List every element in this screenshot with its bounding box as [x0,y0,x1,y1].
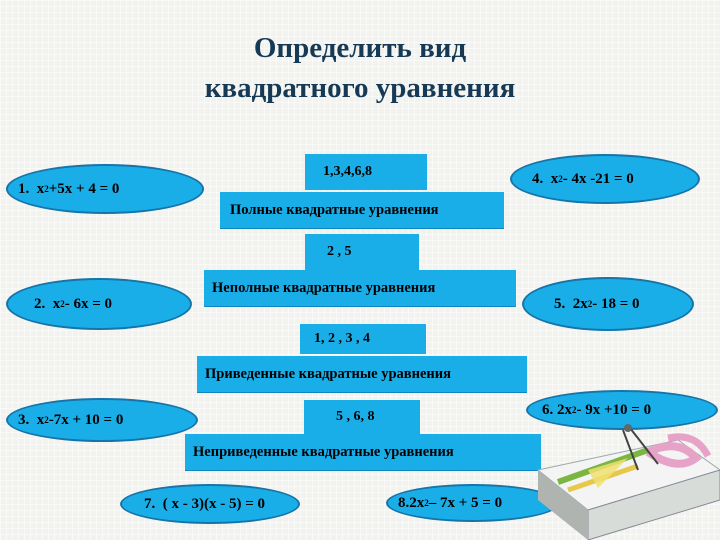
book-illustration [528,400,720,540]
equation-6-oval[interactable]: 6. 2x 2 - 9x +10 = 0 [526,390,718,430]
label-text: Приведенные квадратные уравнения [205,365,451,382]
title-line-1: Определить вид [253,32,467,64]
full-equations-label [220,192,504,228]
label-text: Неполные квадратные уравнения [212,279,436,296]
equation-2-oval[interactable]: 2. x 2 - 6x = 0 [6,278,192,330]
equation-lhs: x [36,411,45,428]
reduced-answers-box [300,324,426,354]
equation-lhs: 2x [557,401,572,418]
equation-text: ( x - 3)(x - 5) = 0 [162,495,266,512]
equation-number: 8. [398,494,410,511]
equation-rest: - 6x = 0 [64,295,113,312]
equation-lhs: 2x [409,494,425,511]
equation-rest: - 18 = 0 [592,295,640,312]
equation-number: 5. [554,295,566,312]
title-line-2: квадратного уравнения [204,72,516,104]
equation-number: 7. [144,495,156,512]
answers-text: 1, 2 , 3 , 4 [314,331,370,346]
slide-title [0,28,720,108]
non-reduced-answers-box [304,400,420,434]
incomplete-answers-box [305,234,419,270]
equation-rest: +5x + 4 = 0 [48,180,120,197]
equation-rest: - 9x +10 = 0 [576,401,652,418]
answers-text: 1,3,4,6,8 [323,164,372,179]
equation-lhs: x [52,295,61,312]
label-text: Полные квадратные уравнения [230,201,439,218]
reduced-equations-label [197,356,527,392]
equation-lhs: x [550,170,559,187]
equation-number: 3. [18,411,30,428]
equation-4-oval[interactable]: 4. x 2 - 4x -21 = 0 [510,154,700,204]
equation-rest: - 4x -21 = 0 [562,170,634,187]
equation-lhs: x [36,180,45,197]
equation-rest: -7x + 10 = 0 [48,411,124,428]
equation-8-oval[interactable]: 8. 2x 2 – 7x + 5 = 0 [386,484,560,522]
answers-text: 2 , 5 [327,244,352,259]
equation-number: 6. [542,401,554,418]
answers-text: 5 , 6, 8 [336,409,375,424]
incomplete-equations-label [204,270,516,306]
full-answers-box [305,154,427,190]
equation-number: 4. [532,170,544,187]
equation-number: 1. [18,180,30,197]
equation-5-oval[interactable]: 5. 2x 2 - 18 = 0 [522,277,694,331]
non-reduced-equations-label [185,434,541,470]
label-text: Неприведенные квадратные уравнения [193,443,454,460]
equation-lhs: 2x [572,295,588,312]
equation-number: 2. [34,295,46,312]
equation-3-oval[interactable]: 3. x 2 -7x + 10 = 0 [6,398,198,442]
equation-rest: – 7x + 5 = 0 [428,494,503,511]
equation-1-oval[interactable]: 1. x 2 +5x + 4 = 0 [6,164,204,214]
equation-7-oval[interactable] [120,484,300,524]
